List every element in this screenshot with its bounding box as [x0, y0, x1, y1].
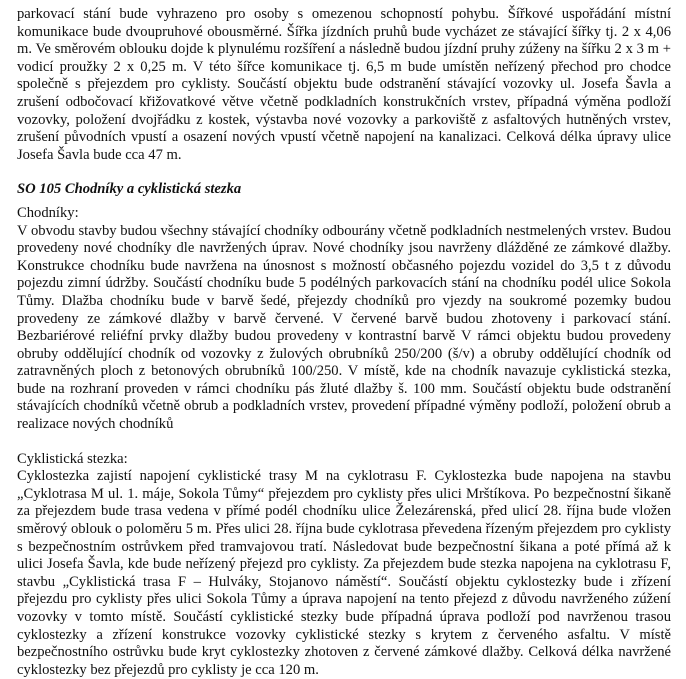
- section-heading: SO 105 Chodníky a cyklistická stezka: [17, 181, 242, 198]
- cyklostezka-title: Cyklistická stezka:: [17, 450, 128, 467]
- intro-paragraph: parkovací stání bude vyhrazeno pro osoby s omezenou schopností pohybu. Šířkové uspořádání místní komunikace bude dvoupruhové obousměrné. Šířka jízdních pruhů bude vycházet ze stávající šířky tj. 2 x 4,06 m. Ve směrovém oblouku dojde k plynulému rozšíření a následně budou jízdní pruhy zúženy na šířku 2 x 3 m + vodicí proužky 2 x 0,25 m. V této šířce komunikace tj. 6,5 m bude umístěn neřízený přechod pro chodce společně s přejezdem pro cyklisty. Součástí objektu bude odstranění stávající vozovky ul. Josefa Šavla a zrušení odbočovací křižovatkové větve včetně podkladních konstrukčních vrstev, případná výměna podloží vozovky, položení dvojřádku z kostek, výstavba nové vozovky a parkoviště z asfaltových hutněných vrstev, zrušení původních vpustí a osazení nových vpustí včetně napojení na kanalizaci. Celková délka úpravy ulice Josefa Šavla bude cca 47 m.: [17, 6, 671, 163]
- chodniky-paragraph: V obvodu stavby budou všechny stávající chodníky odbourány včetně podkladních nestmelených vrstev. Budou provedeny nové chodníky dle navržených úprav. Nové chodníky jsou navrženy dlážděné ze zámkové dlažby. Konstrukce chodníku bude navržena na únosnost s možností občasného pojezdu vozidel do 3,5 t z důvodu pojezdu zimní údržby. Součástí chodníku bude 5 podélných parkovacích stání na chodníku podél ulice Sokola Tůmy. Dlažba chodníku bude v barvě šedé, přejezdy chodníků pro vjezdy na soukromé pozemky budou provedeny ze zámkové dlažby v barvě červené. V červené barvě budou zhotoveny i parkovací stání. Bezbariérové reliéfní prvky dlažby budou provedeny v kontrastní barvě V rámci objektu budou provedeny obruby oddělující chodník od vozovky z žulových obrubníků 250/200 (š/v) a obruby oddělující chodník od zatravněných ploch z betonových obrubníků 100/250. V místě, kde na chodník navazuje cyklistická stezka, bude na rozhraní proveden v rámci chodníku pás žluté dlažby š. 100 mm. Součástí objektu bude odstranění stávajících chodníků včetně obrub a podkladních vrstev, provedení případné výměny podloží, položení obrub a realizace nových chodníků: [17, 222, 671, 433]
- chodniky-title: Chodníky:: [17, 204, 79, 221]
- paragraph-gap: [17, 434, 671, 451]
- cyklostezka-paragraph: Cyklostezka zajistí napojení cyklistické trasy M na cyklotrasu F. Cyklostezka bude napojena na stavbu „Cyklotrasa M ul. 1. máje, Sokola Tůmy“ přejezdem pro cyklisty přes ulici Mrštíkova. Po bezpečnostní šikaně za přejezdem bude trasa vedena v přímé podél chodníku ulice Železárenská, před ulicí 28. října bude vložen směrový oblouk o poloměru 5 m. Přes ulici 28. října bude cyklotrasa převedena řízeným přejezdem pro cyklisty s bezpečnostním ostrůvkem před tramvajovou tratí. Následovat bude bezpečnostní šikana a poté přímá až k ulici Josefa Šavla, kde bude neřízený přejezd pro cyklisty. Za přejezdem bude stezka napojena na cyklotrasu F, stavbu „Cyklistická trasa F – Hulváky, Stojanovo náměstí“. Součástí objektu cyklostezky bude i zřízení přejezdu pro cyklisty přes ulici Sokola Tůmy a úprava napojení na tento přejezd z důvodu navrženého zúžení vozovky v tomto místě. Součástí cyklistické stezky bude případná úprava podloží pod navrženou trasou cyklostezky a zřízení konstrukce vozovky cyklistické stezky s krytem z červeného asfaltu. V místě bezpečnostního ostrůvku bude kryt cyklostezky zhotoven z červené zámkové dlažby. Celková délka navržené cyklostezky bez přejezdů pro cyklisty je cca 120 m.: [17, 468, 671, 678]
